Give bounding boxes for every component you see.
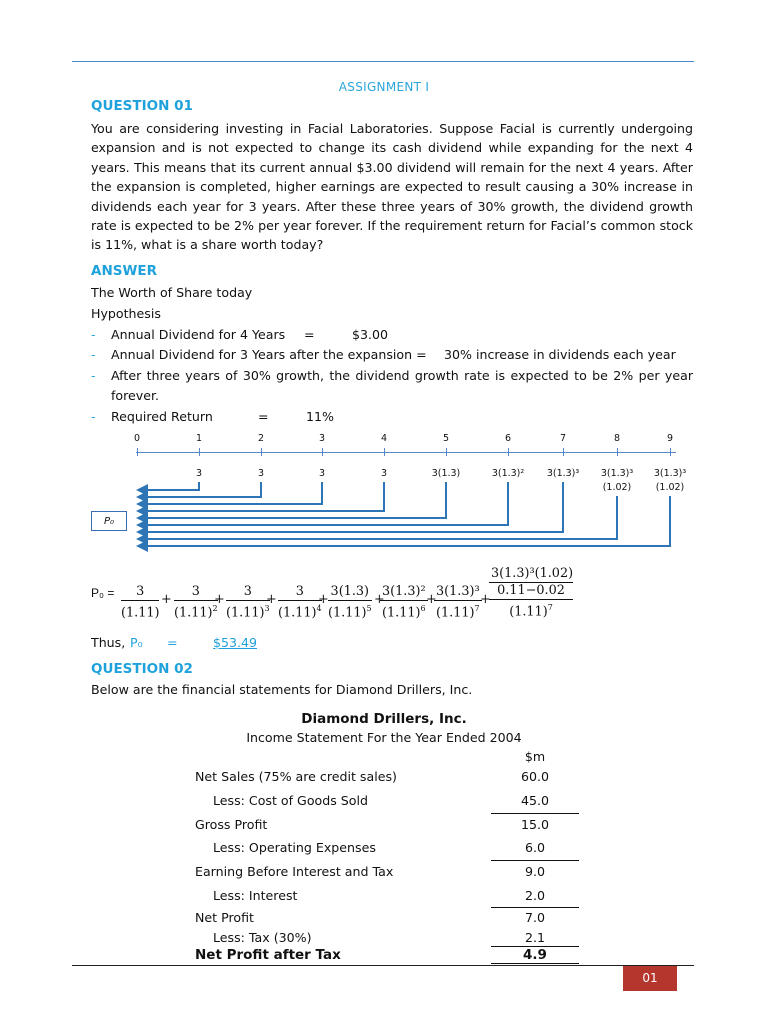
statement-row-value: 7.0 xyxy=(524,910,546,925)
formula-term: $\frac{3}{(1.11)^4}$ xyxy=(278,584,322,621)
hypothesis-bullet: - Annual Dividend for 3 Years after the expansion = 30% increase in dividends each year xyxy=(91,347,676,362)
hypothesis-bullet: - Required Return = 11% xyxy=(91,409,334,424)
timeline-cashflow-growth-label: (1.02) xyxy=(655,482,685,493)
timeline-year-label: 9 xyxy=(666,433,674,444)
timeline-cashflow-label: 3(1.3)² xyxy=(491,468,525,479)
statement-row-value: 60.0 xyxy=(520,769,550,784)
formula-plus: + xyxy=(318,592,329,607)
formula-term: $\frac{3}{(1.11)^3}$ xyxy=(226,584,270,621)
statement-subtitle: Income Statement For the Year Ended 2004 xyxy=(246,730,522,745)
timeline-year-label: 7 xyxy=(559,433,567,444)
timeline-cashflow-label: 3(1.3)³ xyxy=(546,468,580,479)
formula-term: $\frac{3(1.3)}{(1.11)^5}$ xyxy=(328,584,372,621)
timeline-cashflow-label: 3 xyxy=(195,468,203,479)
formula-term: $\frac{3}{(1.11)^2}$ xyxy=(174,584,218,621)
answer-line-hypothesis: Hypothesis xyxy=(91,306,161,321)
answer-heading: ANSWER xyxy=(91,263,157,279)
discount-arrow xyxy=(138,482,446,518)
bullet-dash-icon: - xyxy=(91,409,96,424)
statement-row-value: 9.0 xyxy=(524,864,546,879)
share-value: $53.49 xyxy=(213,635,258,650)
statement-row-label: Less: Tax (30%) xyxy=(213,930,312,945)
formula-term: $\frac{3}{(1.11)}$ xyxy=(121,584,160,621)
statement-row-label: Less: Cost of Goods Sold xyxy=(213,793,368,808)
timeline-cashflow-label: 3(1.3) xyxy=(431,468,461,479)
question-01-heading: QUESTION 01 xyxy=(91,98,193,114)
formula-plus: + xyxy=(161,592,172,607)
result-line: Thus, P₀ = $53.49 xyxy=(91,635,258,650)
timeline-year-label: 1 xyxy=(195,433,203,444)
formula-terminal-term: 3(1.3)³(1.02) 0.11−0.02 $(1.11)^7$ xyxy=(491,566,574,620)
footer-rule xyxy=(72,965,694,966)
statement-unit: $m xyxy=(524,749,546,764)
bullet-dash-icon: - xyxy=(91,347,96,362)
statement-row-value: 2.0 xyxy=(524,888,546,903)
question-02-heading: QUESTION 02 xyxy=(91,661,193,677)
formula-plus: + xyxy=(426,592,437,607)
statement-row-label: Less: Interest xyxy=(213,888,298,903)
statement-row-value: 4.9 xyxy=(523,947,547,963)
timeline-year-label: 3 xyxy=(318,433,326,444)
timeline-cashflow-label: 3 xyxy=(380,468,388,479)
statement-rule xyxy=(491,813,579,814)
statement-rule xyxy=(491,907,579,908)
timeline-cashflow-growth-label: (1.02) xyxy=(602,482,632,493)
statement-row-value: 6.0 xyxy=(524,840,546,855)
assignment-title: ASSIGNMENT I xyxy=(338,80,430,94)
bullet-dash-icon: - xyxy=(91,327,96,342)
timeline-cashflow-label: 3 xyxy=(318,468,326,479)
page-number: 01 xyxy=(623,966,677,991)
statement-company: Diamond Drillers, Inc. xyxy=(301,711,467,727)
statement-row-value: 45.0 xyxy=(520,793,550,808)
formula-plus: + xyxy=(374,592,385,607)
timeline-cashflow-label: 3 xyxy=(257,468,265,479)
timeline-year-label: 0 xyxy=(133,433,141,444)
timeline-year-label: 8 xyxy=(613,433,621,444)
formula-plus: + xyxy=(480,592,491,607)
statement-row-label: Net Profit after Tax xyxy=(195,947,341,963)
formula-plus: + xyxy=(214,592,225,607)
timeline-cashflow-label: 3(1.3)³ xyxy=(653,468,687,479)
discount-arrow xyxy=(138,482,322,504)
hypothesis-bullet: - After three years of 30% growth, the dividend growth rate is expected to be 2% per year forever. xyxy=(91,368,693,403)
formula-term: $\frac{\text{3(1.3)²}}{(1.11)^6}$ xyxy=(382,584,426,621)
statement-rule xyxy=(491,963,579,964)
bullet-dash-icon: - xyxy=(91,368,96,383)
formula-lhs: P₀ = xyxy=(91,586,115,600)
statement-row-label: Less: Operating Expenses xyxy=(213,840,376,855)
timeline-year-label: 2 xyxy=(257,433,265,444)
formula-term: $\frac{\text{3(1.3)³}}{(1.11)^7}$ xyxy=(436,584,480,621)
timeline-cashflow-label: 3(1.3)³ xyxy=(600,468,634,479)
timeline-year-label: 6 xyxy=(504,433,512,444)
statement-row-value: 15.0 xyxy=(520,817,550,832)
statement-row-label: Earning Before Interest and Tax xyxy=(195,864,394,879)
timeline-year-label: 4 xyxy=(380,433,388,444)
question-01-text: You are considering investing in Facial Laboratories. Suppose Facial is currently undergoing expansion and is not expected to change its cash dividend while expanding for the next 4 years. This means that its current annual $3.00 dividend will remain for the next 4 years. After the expansion is completed, higher earnings are expected to result causing a 30% increase in dividends each year for 3 years. After these three years of 30% growth, the dividend growth rate is expected to be 2% per year forever. If the requirement return for Facial’s common stock is 11%, what is a share worth today? xyxy=(91,121,693,253)
statement-row-value: 2.1 xyxy=(524,930,546,945)
hypothesis-bullet: - Annual Dividend for 4 Years = $3.00 xyxy=(91,327,389,342)
statement-row-label: Net Sales (75% are credit sales) xyxy=(195,769,397,784)
statement-row-label: Net Profit xyxy=(195,910,254,925)
answer-line-worth: The Worth of Share today xyxy=(91,285,253,300)
valuation-formula xyxy=(91,566,691,626)
statement-row-label: Gross Profit xyxy=(195,817,268,832)
timeline-year-label: 5 xyxy=(442,433,450,444)
statement-rule xyxy=(491,860,579,861)
question-02-intro: Below are the financial statements for Diamond Drillers, Inc. xyxy=(91,682,473,697)
formula-plus: + xyxy=(266,592,277,607)
p0-box: P₀ xyxy=(91,511,127,531)
discount-arrow xyxy=(138,482,199,490)
